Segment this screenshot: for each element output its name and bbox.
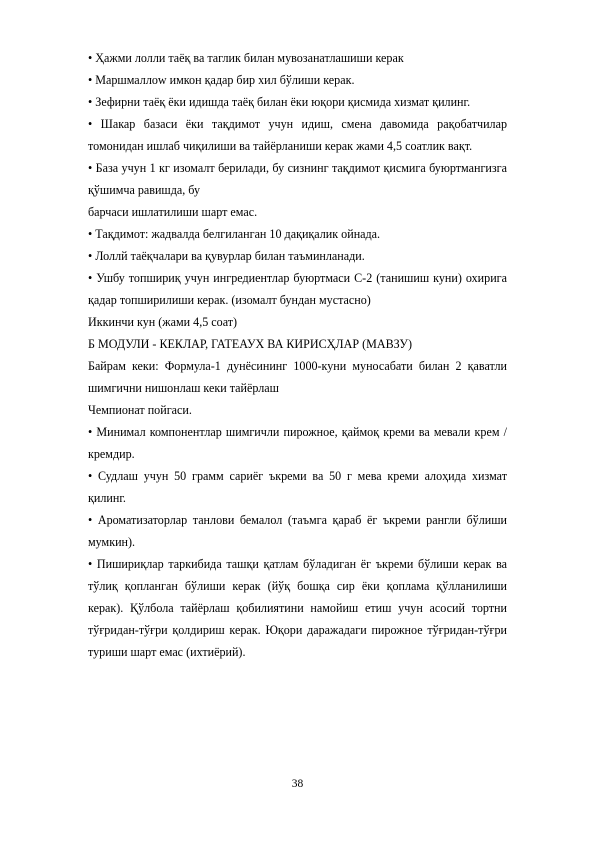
paragraph-championship: Чемпионат пойгаси. [88, 403, 192, 417]
paragraph-continuation: барчаси ишлатилиши шарт емас. [88, 205, 258, 219]
paragraph-bullet-presentation: • Тақдимот: жадвалда белгиланган 10 дақиқалик ойнада. [88, 227, 381, 241]
paragraph-celebration-cake: Байрам кеки: Формула-1 дунёсининг 1000-куни муносабати билан 2 қаватли шимгични нишонлаш кеки тайёрлаш [88, 359, 507, 395]
paragraph-bullet-marshmallow: • Маршмаллоw имкон қадар бир хил бўлиши керак. [88, 73, 355, 87]
paragraph-bullet-ingredient-order: • Ушбу топшириқ учун ингредиентлар буюртмаси C-2 (танишиш куни) охирига қадар топширилиши керак. (изомалт бундан мустасно) [88, 271, 507, 307]
page-content [88, 47, 507, 663]
paragraph-bullet-pastry-layer: • Пишириқлар таркибида ташқи қатлам бўладиган ёг ъкреми бўлиши керак ва тўлиқ қопланган бўлиши керак (йўқ бошқа сир ёки қоплама қўлланилиши керак). Қўлбола тайёрлаш қобилиятини намойиш етиш учун асосий тортни тўғридан-тўғри қолдириш керак. Юқори даражадаги пирожное тўғридан-тўғри туриши шарт емас (ихтиёрий). [88, 557, 507, 659]
paragraph-bullet-judging: • Судлаш учун 50 грамм сариёг ъкреми ва 50 г мева креми алоҳида хизмат қилинг. [88, 469, 507, 505]
paragraph-bullet-sticks: • Лоллй таёқчалари ва қувурлар билан таъминланади. [88, 249, 365, 263]
paragraph-bullet-components: • Минимал компонентлар шимгичли пирожное, қаймоқ креми ва мевали крем / кремдир. [88, 425, 507, 461]
paragraph-bullet-isomalt: • База учун 1 кг изомалт берилади, бу сизнинг тақдимот қисмига буюртмангизга қўшимча равишда, бу [88, 161, 507, 197]
page-number: 38 [291, 778, 304, 790]
paragraph-day-two: Иккинчи кун (жами 4,5 соат) [88, 315, 238, 329]
paragraph-bullet-flavours: • Ароматизаторлар танлови бемалол (таъмга қараб ёг ъкреми рангли бўлиши мумкин). [88, 513, 507, 549]
paragraph-bullet-sugar-base: • Шакар базаси ёки тақдимот учун идиш, смена давомида рақобатчилар томонидан ишлаб чиқилиши ва тайёрланиши керак жами 4,5 соатлик вақт. [88, 117, 507, 153]
paragraph-bullet-lolli-size: • Ҳажми лолли таёқ ва таглик билан мувозанатлашиши керак [88, 51, 404, 65]
module-heading: Б МОДУЛИ - КЕКЛАР, ГАТЕАУХ ВА КИРИСҲЛАР (МАВЗУ) [88, 337, 413, 351]
paragraph-bullet-zefir-serving: • Зефирни таёқ ёки идишда таёқ билан ёки юқори қисмида хизмат қилинг. [88, 95, 471, 109]
